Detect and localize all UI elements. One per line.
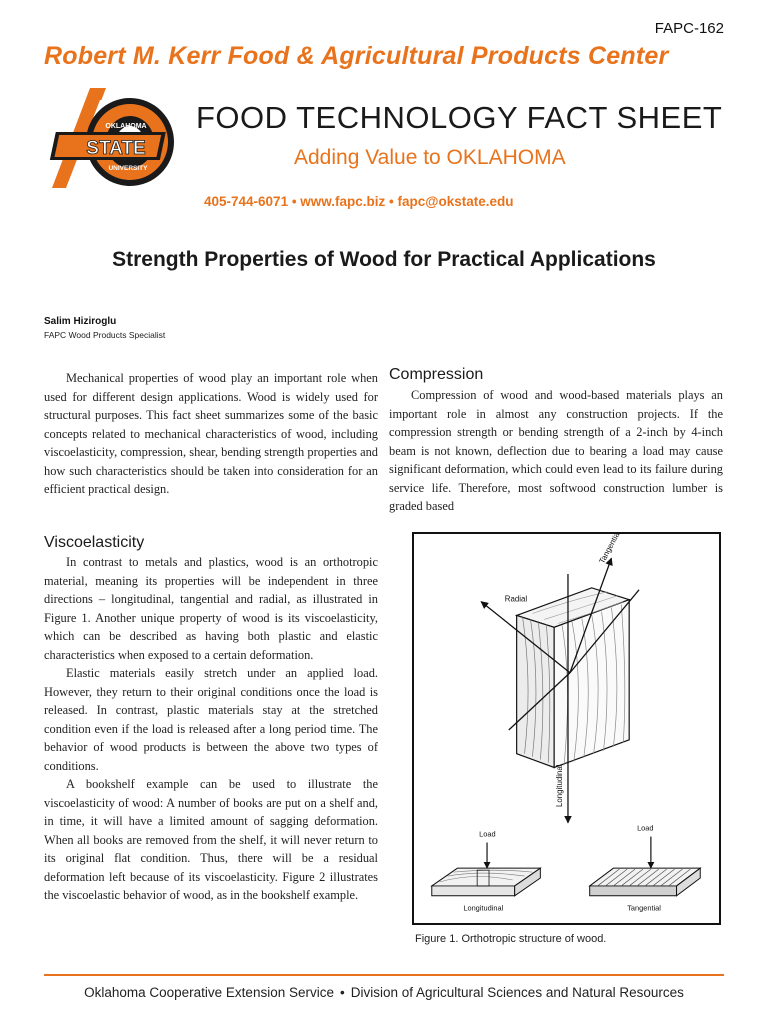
label-sample-longitudinal: Longitudinal (463, 903, 504, 913)
logo-text-top: OKLAHOMA (105, 123, 147, 130)
tagline: Adding Value to OKLAHOMA (294, 146, 566, 169)
contact-line[interactable]: 405-744-6071 • www.fapc.biz • fapc@okstate.edu (204, 194, 514, 209)
viscoelasticity-paragraph-1: In contrast to metals and plastics, wood is an orthotropic material, meaning its properties will be independent in three directions – longitudinal, tangential and radial, as illustrated in Figure 1. Another unique property of wood is its viscoelasticity, which can be described as having both plastic and elastic characteristics when exposed to a certain deformation. (44, 555, 378, 662)
logo-text-mid: STATE (86, 138, 146, 159)
viscoelasticity-heading: Viscoelasticity (44, 534, 145, 551)
osu-logo (44, 84, 179, 194)
viscoelasticity-paragraph-3: A bookshelf example can be used to illustrate the viscoelasticity of wood: A number of books are put on a shelf and, in time, it will have a limited amount of sagging deformation. When all books are removed from the shelf, it will never return to its original flat condition. Thus, there will be a residual deformation left because of its viscoelasticity. Figure 2 illustrates the viscoelastic behavior of wood, as in the bookshelf example. (44, 777, 378, 902)
fact-sheet-code: FAPC-162 (654, 20, 724, 37)
osu-logo-graphic (44, 84, 179, 194)
document-title: Strength Properties of Wood for Practical Applications (112, 248, 656, 271)
viscoelasticity-paragraph-2: Elastic materials easily stretch under an applied load. However, they return to their original conditions once the load is released. In contrast, plastic materials stay at the stretched condition even if the load is released after a long period time. The behavior of wood products is between the above two types of conditions. (44, 666, 378, 773)
compression-section (389, 386, 723, 516)
label-sample-tangential: Tangential (627, 903, 661, 913)
label-radial: Radial (504, 594, 528, 604)
author-name: Salim Hiziroglu (44, 316, 117, 327)
figure-orthotropic-structure (412, 532, 721, 925)
sample-tangential (590, 868, 701, 896)
footer (44, 985, 724, 1000)
orthotropic-diagram (414, 534, 719, 923)
label-longitudinal: Longitudinal (555, 764, 565, 807)
compression-heading: Compression (389, 366, 484, 383)
footer-separator: • (340, 985, 345, 1000)
footer-divider (44, 974, 724, 976)
center-name: Robert M. Kerr Food & Agricultural Products Center (44, 42, 669, 70)
compression-paragraph-1: Compression of wood and wood-based materials plays an important role in almost any construction projects. If the compression strength or bending strength of a 2-inch by 4-inch beam is not known, deflection due to bearing a load may cause significant deformation, which could even lead to its failure during service life. Therefore, most softwood construction lumber is graded based (389, 388, 723, 513)
viscoelasticity-section (44, 553, 378, 905)
intro-section (44, 369, 378, 499)
footer-left: Oklahoma Cooperative Extension Service (84, 985, 334, 1000)
label-load-left: Load (479, 829, 496, 839)
sample-longitudinal (432, 868, 541, 896)
fact-sheet-title: FOOD TECHNOLOGY FACT SHEET (196, 100, 723, 135)
figure-caption: Figure 1. Orthotropic structure of wood. (415, 933, 607, 945)
label-load-right: Load (637, 823, 654, 833)
logo-text-bottom: UNIVERSITY (108, 165, 148, 172)
intro-paragraph: Mechanical properties of wood play an important role when used for different design applications. Wood is widely used for structural purposes. This fact sheet summarizes some of the basic concepts related to mechanical characteristics of wood, including viscoelasticity, compression, shear, bending strength properties and how such characteristics should be taken into consideration for an efficient practical design. (44, 371, 378, 496)
author-role: FAPC Wood Products Specialist (44, 330, 166, 340)
wood-block (517, 588, 630, 768)
footer-right: Division of Agricultural Sciences and Natural Resources (350, 985, 684, 1000)
label-tangential: Tangential (597, 534, 623, 566)
